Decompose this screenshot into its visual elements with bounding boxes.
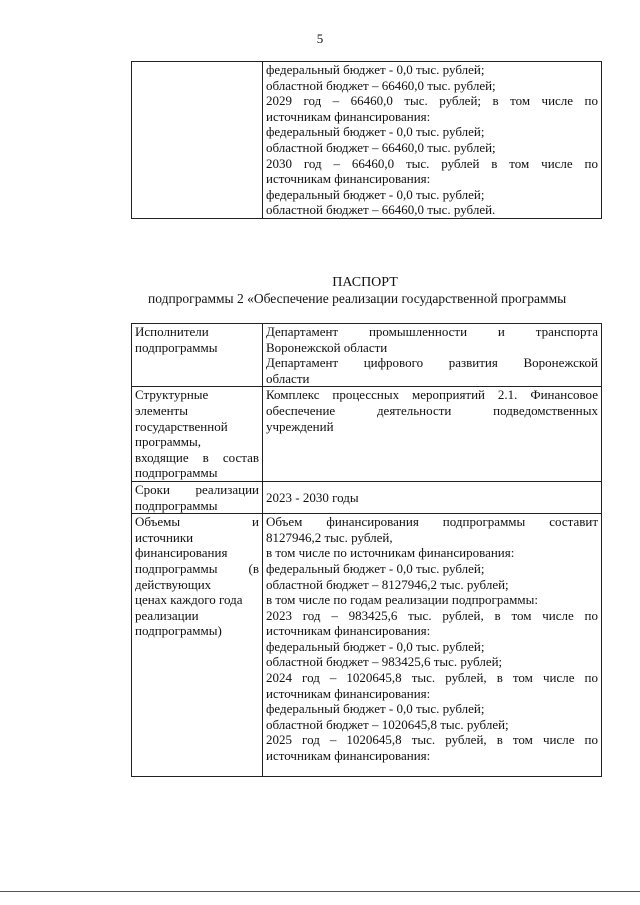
text-line: областной бюджет – 983425,6 тыс. рублей; (266, 654, 503, 670)
text-line: федеральный бюджет - 0,0 тыс. рублей; (266, 186, 485, 202)
text-line: областной бюджет – 1020645,8 тыс. рублей; (266, 716, 509, 732)
text-line: источникам финансирования: (266, 748, 431, 764)
text-line: 2024 год – 1020645,8 тыс. рублей, в том числе по (266, 670, 598, 686)
text-line: Сроки реализации (135, 481, 259, 497)
text-line: источникам финансирования: (266, 108, 431, 124)
text-line: Структурные (135, 387, 209, 403)
text-line: учреждений (266, 418, 334, 434)
row-value-period (263, 481, 602, 513)
text-line: федеральный бюджет - 0,0 тыс. рублей; (266, 638, 485, 654)
text-line: областной бюджет – 66460,0 тыс. рублей; (266, 139, 496, 155)
text-line: 2023 - 2030 годы (266, 489, 359, 505)
text-line: ценах каждого года (135, 592, 243, 608)
text-line: 2023 год – 983425,6 тыс. рублей, в том числе по (266, 607, 598, 623)
text-line: элементы (135, 402, 188, 418)
table-row (132, 481, 602, 513)
row-label-executors (132, 324, 263, 387)
text-line: Объемы и (135, 514, 259, 530)
row-value-funding (263, 514, 602, 777)
text-line: источникам финансирования: (266, 171, 431, 187)
text-line: Воронежской области (266, 339, 388, 355)
text-line: реализации (135, 607, 199, 623)
table-row (132, 62, 602, 219)
text-line: государственной (135, 418, 228, 434)
text-line: Исполнители (135, 324, 209, 339)
row-label-period (132, 481, 263, 513)
text-line: программы, (135, 434, 201, 450)
text-line: подпрограммы (135, 497, 218, 513)
text-line: Департамент цифрового развития Воронежской (266, 355, 598, 371)
text-line: области (266, 370, 310, 386)
table-row (132, 324, 602, 387)
text-line: федеральный бюджет - 0,0 тыс. рублей; (266, 560, 485, 576)
scan-edge-line (0, 891, 640, 892)
text-line: 2025 год – 1020645,8 тыс. рублей, в том числе по (266, 732, 598, 748)
table-row (132, 514, 602, 777)
text-line: Объем финансирования подпрограммы составит (266, 514, 598, 530)
table-row (132, 387, 602, 482)
text-line: Департамент промышленности и транспорта (266, 324, 598, 339)
text-line: федеральный бюджет - 0,0 тыс. рублей; (266, 124, 485, 140)
text-line: обеспечение деятельности подведомственных (266, 402, 598, 418)
passport-title: ПАСПОРТ (332, 275, 398, 290)
text-line: областной бюджет – 8127946,2 тыс. рублей; (266, 576, 509, 592)
row-value-executors (263, 324, 602, 387)
text-line: областной бюджет – 66460,0 тыс. рублей; (266, 77, 496, 93)
text-line: 2029 год – 66460,0 тыс. рублей; в том числе по (266, 93, 598, 109)
funding-continuation-table (131, 61, 602, 219)
row-label-funding (132, 514, 263, 777)
text-line: федеральный бюджет - 0,0 тыс. рублей; (266, 62, 485, 77)
text-line: финансирования (135, 545, 228, 561)
page-number: 5 (316, 31, 324, 46)
text-line: федеральный бюджет - 0,0 тыс. рублей; (266, 701, 485, 717)
text-line: областной бюджет – 66460,0 тыс. рублей. (266, 202, 496, 218)
table-cell-funding (263, 62, 602, 219)
text-line: действующих (135, 576, 212, 592)
text-line: подпрограммы (в (135, 560, 259, 576)
text-line: источники (135, 529, 194, 545)
text-line: подпрограммы (135, 339, 218, 355)
text-line: подпрограммы) (135, 623, 222, 639)
text-line: Комплекс процессных мероприятий 2.1. Финансовое (266, 387, 598, 403)
text-line: в том числе по годам реализации подпрограммы: (266, 592, 538, 608)
passport-subtitle: подпрограммы 2 «Обеспечение реализации государственной программы (148, 291, 567, 306)
text-line: источникам финансирования: (266, 685, 431, 701)
row-label-structural-elements (132, 387, 263, 482)
text-line: источникам финансирования: (266, 623, 431, 639)
text-line: подпрограммы (135, 465, 218, 481)
text-line: в том числе по источникам финансирования: (266, 545, 515, 561)
table-cell-empty (132, 62, 263, 219)
text-line: 8127946,2 тыс. рублей, (266, 529, 393, 545)
text-line: входящие в состав (135, 449, 259, 465)
passport-table (131, 323, 602, 777)
row-value-structural-elements (263, 387, 602, 482)
text-line: 2030 год – 66460,0 тыс. рублей в том числе по (266, 155, 598, 171)
